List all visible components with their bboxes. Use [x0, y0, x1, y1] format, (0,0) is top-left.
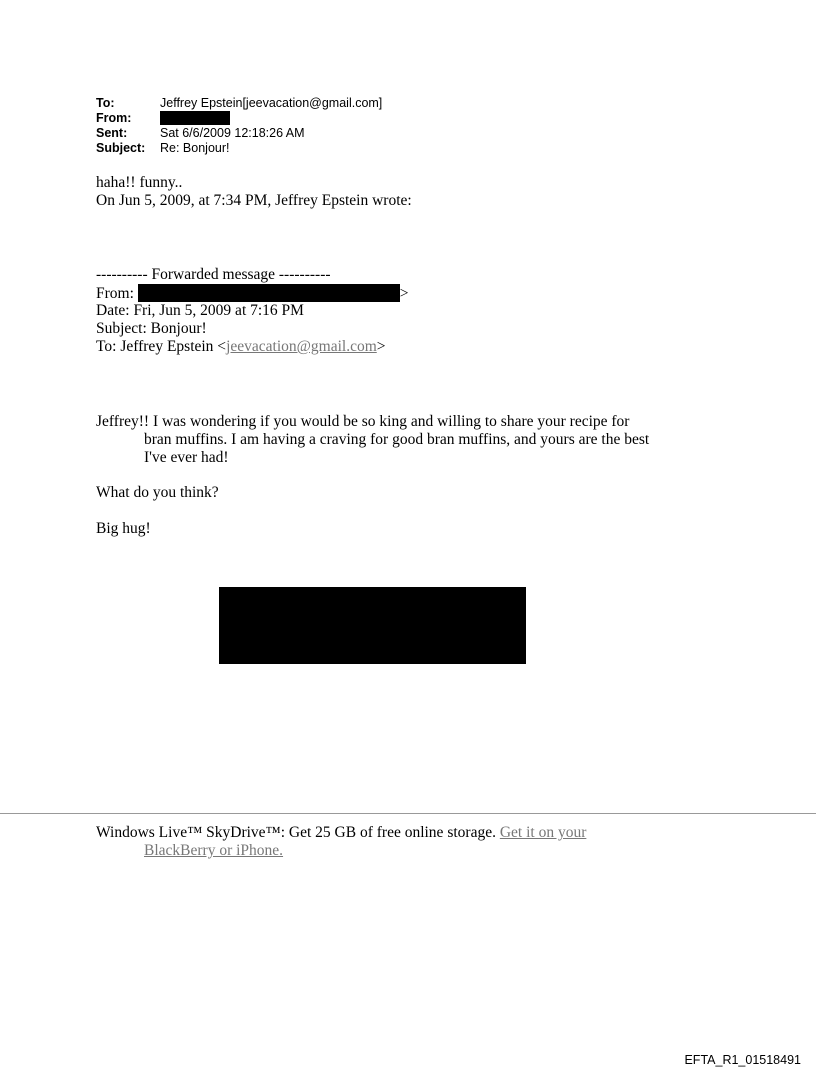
- email-header: [96, 96, 382, 156]
- footer-ad-line: [96, 842, 586, 860]
- message-line: Jeffrey!! I was wondering if you would be so king and willing to share your recipe for: [96, 413, 630, 430]
- footer-ad-line: [96, 824, 586, 842]
- footer-ad-text: Windows Live™ SkyDrive™: Get 25 GB of free online storage.: [96, 824, 500, 841]
- forwarded-date: Date: Fri, Jun 5, 2009 at 7:16 PM: [96, 302, 304, 319]
- divider-line: [0, 813, 816, 814]
- signature-redaction: [219, 587, 526, 664]
- footer-ad-link[interactable]: BlackBerry or iPhone.: [144, 842, 284, 859]
- forwarded-to: To: Jeffrey Epstein <jeevacation@gmail.com>: [96, 338, 386, 355]
- forwarded-from: From: >: [96, 285, 409, 302]
- footer-ad-link[interactable]: Get it on your: [499, 824, 587, 841]
- forwarded-header: [96, 266, 409, 356]
- spacer: [96, 502, 649, 520]
- from-label: From:: [96, 111, 132, 125]
- sent-label: Sent:: [96, 126, 128, 140]
- forwarded-banner: ---------- Forwarded message ----------: [96, 266, 331, 283]
- reply-block: [96, 174, 412, 210]
- from-redaction: [160, 111, 230, 125]
- from-row: [96, 111, 382, 126]
- message-question: What do you think?: [96, 484, 219, 501]
- forwarded-from-redaction: [138, 284, 400, 302]
- to-value: Jeffrey Epstein[jeevacation@gmail.com]: [160, 96, 383, 110]
- message-line: I've ever had!: [144, 449, 229, 466]
- subject-value: Re: Bonjour!: [160, 141, 230, 155]
- footer-ad: [96, 824, 586, 860]
- reply-attribution: On Jun 5, 2009, at 7:34 PM, Jeffrey Epstein wrote:: [96, 192, 412, 209]
- reply-text: haha!! funny..: [96, 174, 183, 191]
- forwarded-to-email-link[interactable]: jeevacation@gmail.com: [226, 338, 377, 355]
- subject-label: Subject:: [96, 141, 146, 155]
- spacer: [96, 467, 649, 484]
- forwarded-subject: Subject: Bonjour!: [96, 320, 207, 337]
- message-line: bran muffins. I am having a craving for good bran muffins, and yours are the best: [144, 431, 650, 448]
- sent-row: [96, 126, 382, 141]
- message-body: [96, 413, 649, 538]
- subject-row: [96, 141, 382, 156]
- to-label: To:: [96, 96, 115, 110]
- message-signoff: Big hug!: [96, 520, 151, 537]
- document-id: EFTA_R1_01518491: [684, 1053, 801, 1067]
- to-row: [96, 96, 382, 111]
- sent-value: Sat 6/6/2009 12:18:26 AM: [160, 126, 305, 140]
